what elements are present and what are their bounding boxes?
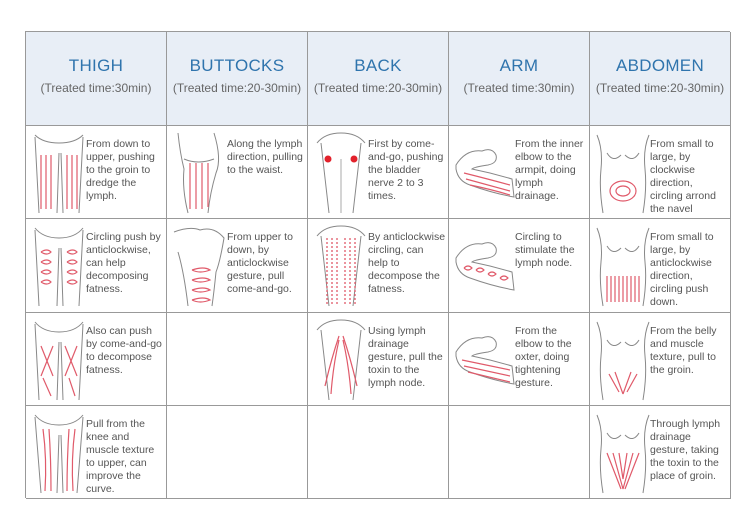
header-thigh xyxy=(26,32,167,126)
step-text: By anticlockwise circling, can help to decompose the fatness. xyxy=(368,231,446,295)
back-step-3 xyxy=(308,313,449,406)
step-text: Also can push by come-and-go to decompose fatness. xyxy=(86,325,162,376)
column-title: BUTTOCKS xyxy=(189,56,285,75)
abdomen-illustration xyxy=(593,129,653,215)
back-step-1 xyxy=(308,126,449,219)
step-text: From the inner elbow to the armpit, doing lymph drainage. xyxy=(515,138,584,202)
thigh-step-2 xyxy=(26,219,167,313)
thigh-illustration xyxy=(29,129,89,215)
abdomen-illustration xyxy=(593,409,653,495)
buttocks-illustration xyxy=(170,222,230,308)
arm-step-1 xyxy=(449,126,590,219)
header-back xyxy=(308,32,449,126)
abdomen-step-1 xyxy=(590,126,731,219)
arm-empty-4 xyxy=(449,406,590,499)
abdomen-step-2 xyxy=(590,219,731,313)
back-illustration xyxy=(311,222,371,308)
arm-step-3 xyxy=(449,313,590,406)
arm-illustration xyxy=(452,316,524,402)
step-text: Through lymph drainage gesture, taking the toxin to the place of groin. xyxy=(650,418,721,482)
abdomen-step-3 xyxy=(590,313,731,406)
step-text: From down to upper, pushing to the groin to dredge the lymph. xyxy=(86,138,155,202)
header-abdomen xyxy=(590,32,731,126)
thigh-illustration xyxy=(29,222,89,308)
abdomen-step-4 xyxy=(590,406,731,499)
step-text: Circling push by anticlockwise, can help decomposing fatness. xyxy=(86,231,161,295)
column-time: (Treated time:30min) xyxy=(40,81,152,95)
thigh-illustration xyxy=(29,409,89,495)
buttocks-empty-3 xyxy=(167,313,308,406)
buttocks-illustration xyxy=(170,129,230,215)
step-text: Pull from the knee and muscle texture to upper, can improve the curve. xyxy=(86,418,155,495)
arm-illustration xyxy=(452,222,524,308)
step-text: Circling to stimulate the lymph node. xyxy=(515,231,575,269)
step-text: From small to large, by anticlockwise direction, circling push down. xyxy=(650,231,714,308)
thigh-step-1 xyxy=(26,126,167,219)
column-time: (Treated time:20-30min) xyxy=(172,81,302,95)
header-arm xyxy=(449,32,590,126)
abdomen-illustration xyxy=(593,316,653,402)
buttocks-step-1 xyxy=(167,126,308,219)
thigh-illustration xyxy=(29,316,89,402)
column-title: BACK xyxy=(354,56,402,75)
thigh-step-4 xyxy=(26,406,167,499)
arm-illustration xyxy=(452,129,524,215)
abdomen-illustration xyxy=(593,222,653,308)
step-text: From the elbow to the oxter, doing tightening gesture. xyxy=(515,325,572,389)
step-text: Using lymph drainage gesture, pull the toxin to the lymph node. xyxy=(368,325,443,389)
header-buttocks xyxy=(167,32,308,126)
column-title: ARM xyxy=(499,56,539,75)
step-text: From small to large, by clockwise direction, circling arrond the navel xyxy=(650,138,716,215)
back-step-2 xyxy=(308,219,449,313)
buttocks-step-2 xyxy=(167,219,308,313)
step-text: Along the lymph direction, pulling to the waist. xyxy=(227,138,303,176)
back-illustration xyxy=(311,316,371,402)
step-text: From the belly and muscle texture, pull to the groin. xyxy=(650,325,717,376)
column-time: (Treated time:30min) xyxy=(463,81,575,95)
column-title: THIGH xyxy=(68,56,124,75)
back-illustration xyxy=(311,129,371,215)
step-text: First by come-and-go, pushing the bladder nerve 2 to 3 times. xyxy=(368,138,444,202)
step-text: From upper to down, by anticlockwise gesture, pull come-and-go. xyxy=(227,231,293,295)
thigh-step-3 xyxy=(26,313,167,406)
treatment-table xyxy=(25,31,730,498)
back-empty-4 xyxy=(308,406,449,499)
column-title: ABDOMEN xyxy=(615,56,705,75)
column-time: (Treated time:20-30min) xyxy=(313,81,443,95)
arm-step-2 xyxy=(449,219,590,313)
column-time: (Treated time:20-30min) xyxy=(595,81,725,95)
buttocks-empty-4 xyxy=(167,406,308,499)
